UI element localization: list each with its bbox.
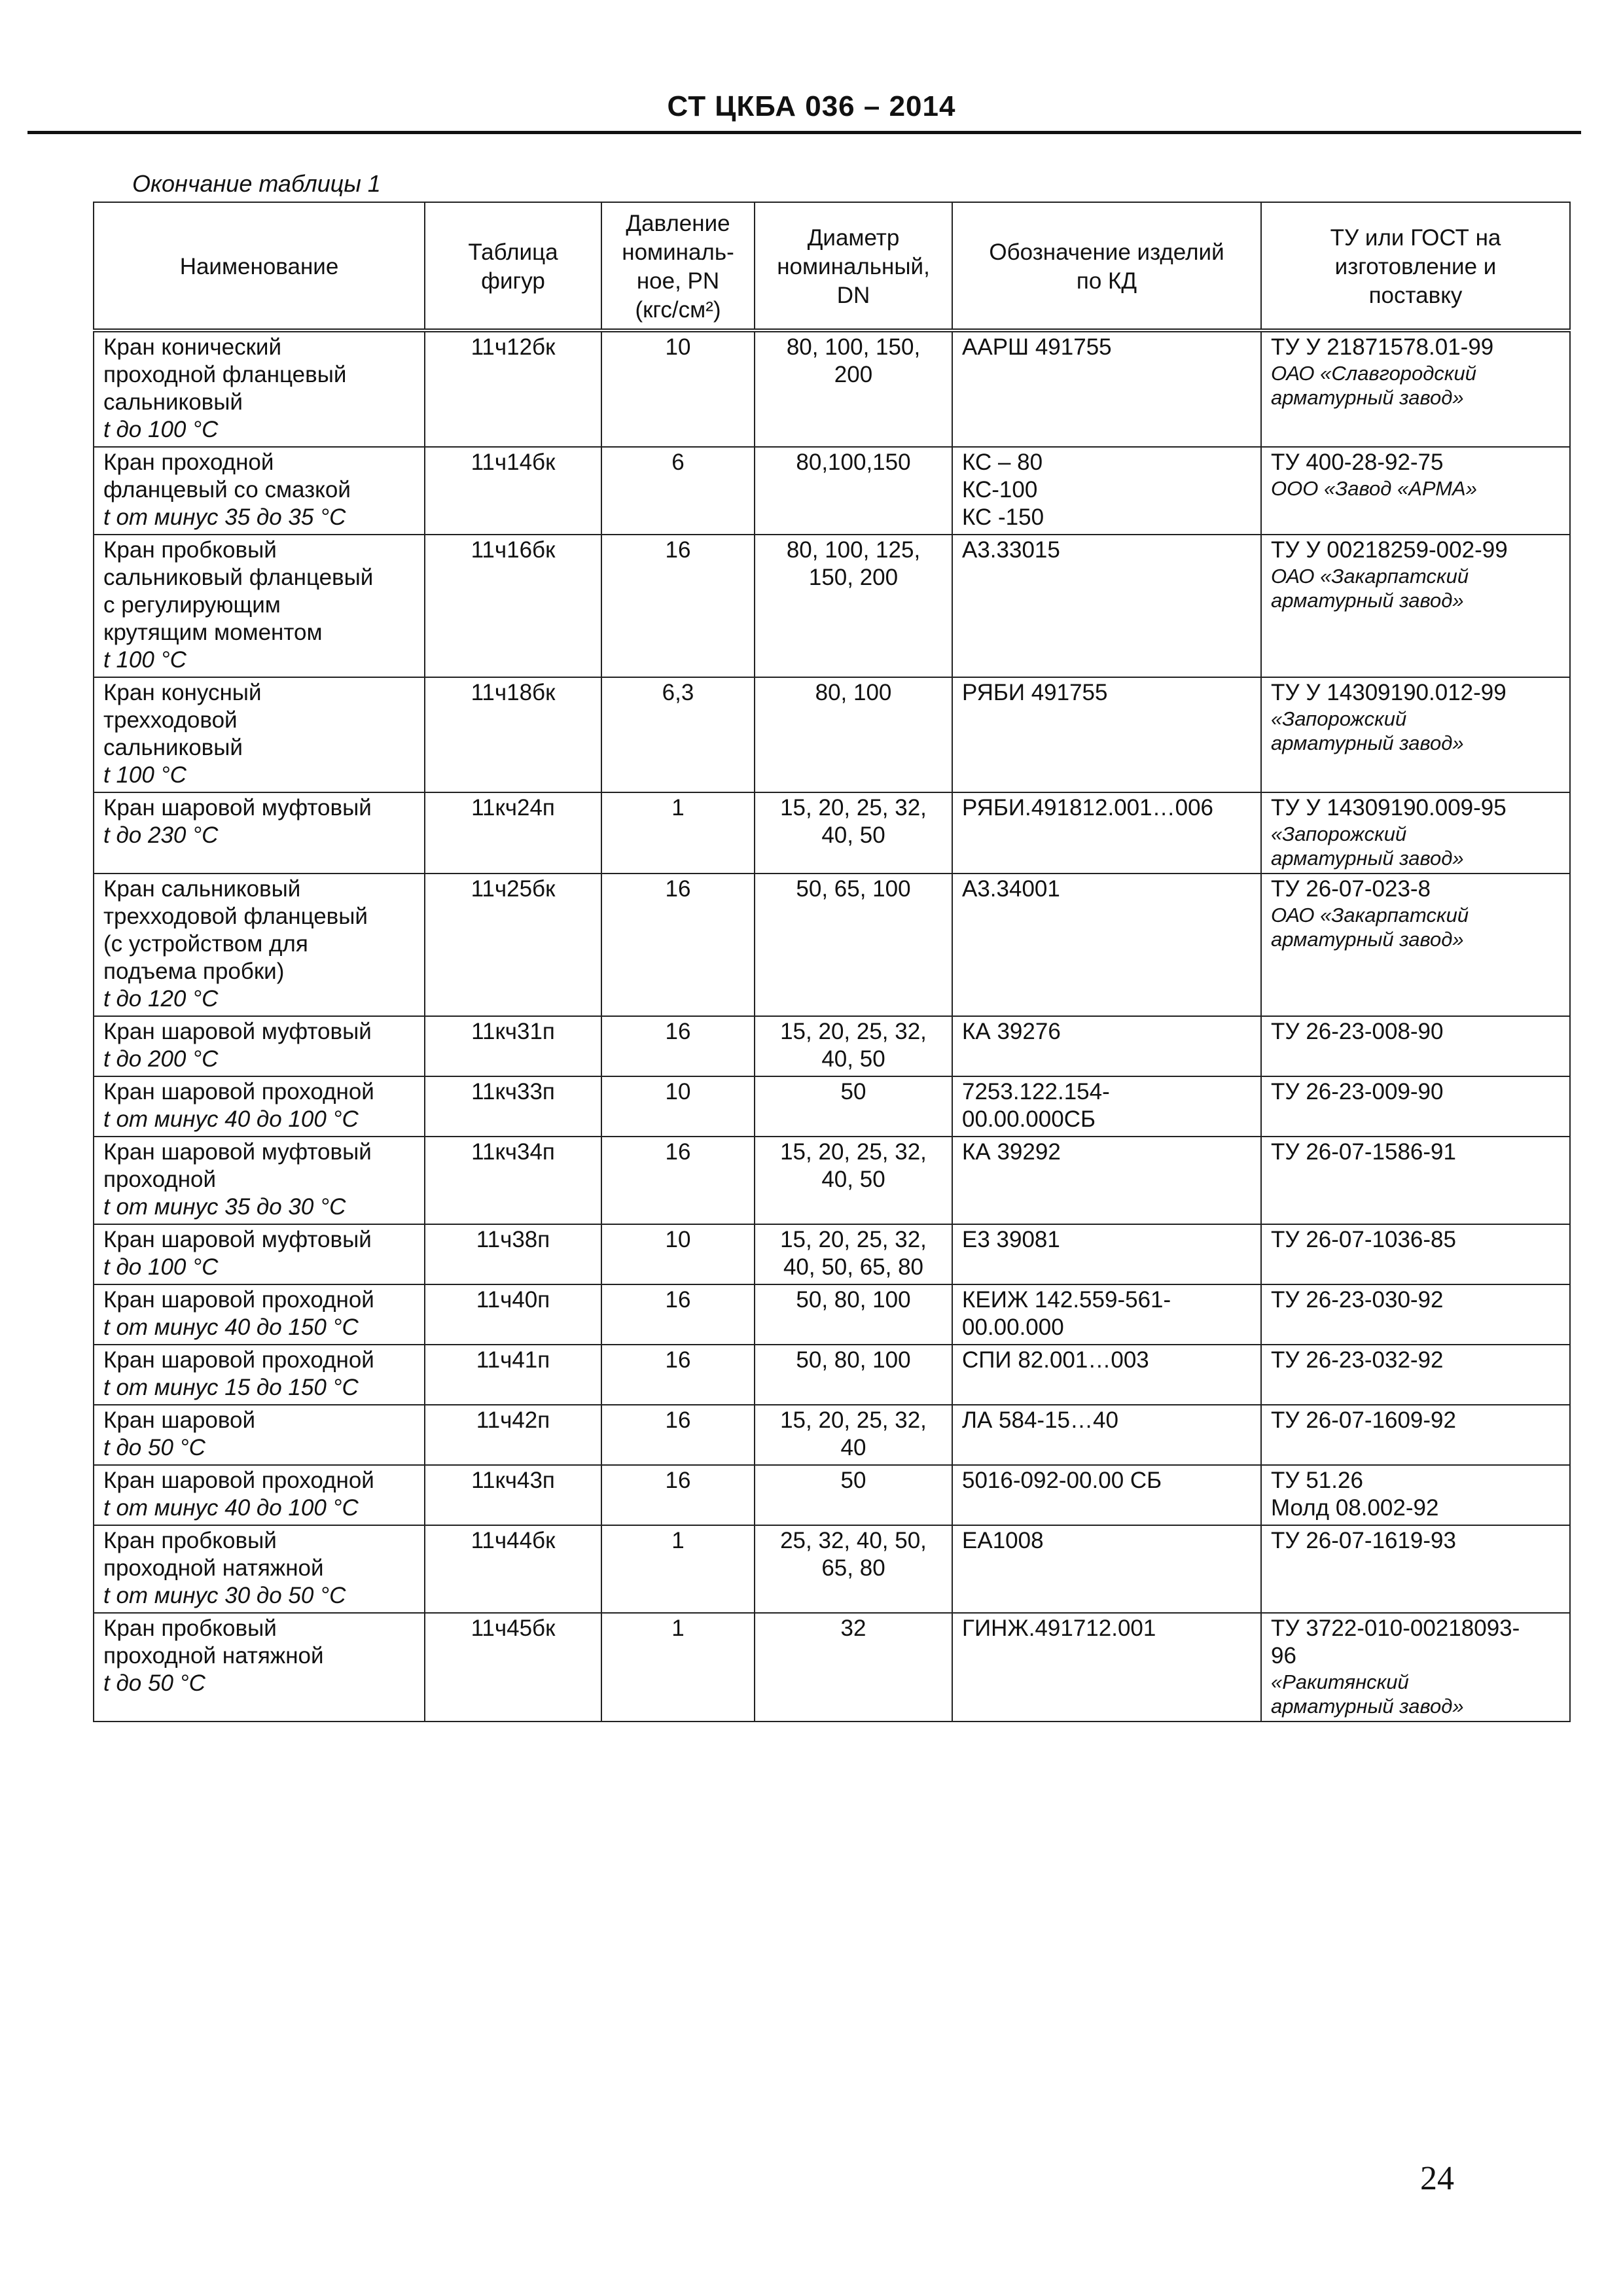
- name-line: Кран пробковый: [103, 1528, 277, 1553]
- temperature-range: t 100 °С: [103, 647, 187, 673]
- cell-designation: [952, 330, 1261, 447]
- designation-line: КА 39276: [962, 1019, 1061, 1044]
- table-row: [94, 1137, 1570, 1224]
- diameter-line: 150, 200: [808, 565, 899, 590]
- table-row: [94, 447, 1570, 535]
- cell-name: [94, 535, 425, 677]
- name-line: проходной фланцевый: [103, 362, 347, 387]
- designation-line: КЕИЖ 142.559-561-: [962, 1287, 1171, 1313]
- page-number: 24: [1420, 2160, 1454, 2197]
- table-row: [94, 1224, 1570, 1284]
- column-header-line: Диаметр: [807, 225, 900, 251]
- cell-pressure: 10: [601, 330, 755, 447]
- table-row: [94, 1076, 1570, 1137]
- cell-figure: 11кч43п: [425, 1465, 601, 1525]
- manufacturer-line: ОАО «Закарпатский: [1271, 904, 1469, 927]
- cell-designation: [952, 874, 1261, 1016]
- manufacturer-line: «Ракитянский: [1271, 1670, 1409, 1693]
- header-rule: [27, 131, 1581, 134]
- table-row: [94, 1284, 1570, 1345]
- cell-diameter: [755, 1224, 952, 1284]
- table-row: [94, 330, 1570, 447]
- cell-pressure: 6,3: [601, 677, 755, 792]
- manufacturer-line: арматурный завод»: [1271, 1695, 1464, 1718]
- temperature-range: t от минус 40 до 150 °С: [103, 1315, 359, 1340]
- manufacturer-line: арматурный завод»: [1271, 847, 1464, 870]
- cell-figure: 11ч42п: [425, 1405, 601, 1465]
- cell-spec: [1261, 1016, 1570, 1076]
- cell-spec: [1261, 874, 1570, 1016]
- column-header-line: фигур: [481, 268, 545, 294]
- designation-line: ГИНЖ.491712.001: [962, 1616, 1156, 1641]
- name-line: подъема пробки): [103, 959, 285, 984]
- cell-spec: [1261, 535, 1570, 677]
- spec-line: ТУ У 14309190.009-95: [1271, 795, 1507, 821]
- name-line: Кран пробковый: [103, 537, 277, 563]
- diameter-line: 40, 50: [821, 1046, 885, 1072]
- spec-line: ТУ 26-07-1036-85: [1271, 1227, 1456, 1252]
- cell-pressure: 6: [601, 447, 755, 535]
- manufacturer-line: «Запорожский: [1271, 822, 1407, 845]
- manufacturer-line: арматурный завод»: [1271, 386, 1464, 409]
- cell-pressure: 16: [601, 1137, 755, 1224]
- spec-line: ТУ 26-23-009-90: [1271, 1079, 1444, 1104]
- cell-diameter: [755, 677, 952, 792]
- column-header-designation: [952, 202, 1261, 330]
- cell-figure: 11кч33п: [425, 1076, 601, 1137]
- spec-line: ТУ 26-23-008-90: [1271, 1019, 1444, 1044]
- column-header-line: ТУ или ГОСТ на: [1330, 225, 1501, 251]
- cell-name: [94, 1613, 425, 1722]
- temperature-range: t до 200 °С: [103, 1046, 219, 1072]
- cell-spec: [1261, 447, 1570, 535]
- diameter-line: 40, 50: [821, 822, 885, 848]
- cell-spec: [1261, 1137, 1570, 1224]
- name-line: Кран шаровой муфтовый: [103, 1139, 372, 1165]
- diameter-line: 50, 80, 100: [796, 1287, 911, 1313]
- name-line: трехходовой: [103, 707, 238, 733]
- manufacturer-line: ОАО «Закарпатский: [1271, 565, 1469, 588]
- name-line: Кран шаровой проходной: [103, 1468, 374, 1493]
- column-header-line: ное, PN: [636, 268, 720, 294]
- name-line: Кран проходной: [103, 450, 274, 475]
- header-row: [94, 202, 1570, 330]
- cell-spec: [1261, 792, 1570, 874]
- spec-line: ТУ 51.26: [1271, 1468, 1363, 1493]
- column-header-line: Таблица: [468, 239, 558, 265]
- temperature-range: t до 120 °С: [103, 986, 219, 1012]
- diameter-line: 40, 50, 65, 80: [783, 1254, 924, 1280]
- cell-diameter: [755, 1284, 952, 1345]
- column-header-line: Обозначение изделий: [989, 239, 1224, 265]
- cell-name: [94, 1224, 425, 1284]
- spec-line: ТУ 3722-010-00218093-: [1271, 1616, 1520, 1641]
- cell-designation: [952, 1465, 1261, 1525]
- cell-diameter: [755, 1405, 952, 1465]
- diameter-line: 80,100,150: [796, 450, 911, 475]
- cell-pressure: 16: [601, 874, 755, 1016]
- name-line: Кран пробковый: [103, 1616, 277, 1641]
- cell-figure: 11ч40п: [425, 1284, 601, 1345]
- temperature-range: t от минус 15 до 150 °С: [103, 1375, 359, 1400]
- designation-line: ЛА 584-15…40: [962, 1407, 1118, 1433]
- cell-name: [94, 1076, 425, 1137]
- cell-name: [94, 1525, 425, 1613]
- temperature-range: t до 50 °С: [103, 1670, 205, 1696]
- name-line: Кран шаровой: [103, 1407, 256, 1433]
- cell-name: [94, 1345, 425, 1405]
- column-header-line: DN: [836, 283, 870, 308]
- column-header-diameter: [755, 202, 952, 330]
- cell-name: [94, 1465, 425, 1525]
- cell-diameter: [755, 1613, 952, 1722]
- diameter-line: 15, 20, 25, 32,: [780, 1407, 927, 1433]
- cell-figure: 11ч38п: [425, 1224, 601, 1284]
- cell-figure: 11кч31п: [425, 1016, 601, 1076]
- name-line: сальниковый: [103, 735, 243, 760]
- designation-line: КА 39292: [962, 1139, 1061, 1165]
- cell-diameter: [755, 792, 952, 874]
- name-line: Кран шаровой муфтовый: [103, 1019, 372, 1044]
- cell-figure: 11ч18бк: [425, 677, 601, 792]
- table-caption: Окончание таблицы 1: [132, 170, 381, 197]
- manufacturer-line: ООО «Завод «АРМА»: [1271, 477, 1477, 500]
- diameter-line: 15, 20, 25, 32,: [780, 1139, 927, 1165]
- cell-diameter: [755, 1137, 952, 1224]
- name-line: фланцевый со смазкой: [103, 477, 351, 503]
- manufacturer-line: арматурный завод»: [1271, 732, 1464, 754]
- temperature-range: t от минус 40 до 100 °С: [103, 1495, 359, 1521]
- name-line: Кран шаровой проходной: [103, 1347, 374, 1373]
- spec-line: ТУ 26-23-030-92: [1271, 1287, 1444, 1313]
- name-line: проходной натяжной: [103, 1555, 324, 1581]
- cell-designation: [952, 1525, 1261, 1613]
- cell-figure: 11кч34п: [425, 1137, 601, 1224]
- cell-designation: [952, 1345, 1261, 1405]
- spec-line: Молд 08.002-92: [1271, 1495, 1439, 1521]
- spec-line: ТУ 26-07-1619-93: [1271, 1528, 1456, 1553]
- cell-pressure: 10: [601, 1224, 755, 1284]
- manufacturer-line: арматурный завод»: [1271, 928, 1464, 951]
- name-line: Кран конический: [103, 334, 282, 360]
- name-line: Кран сальниковый: [103, 876, 301, 902]
- table-row: [94, 1525, 1570, 1613]
- diameter-line: 80, 100, 150,: [786, 334, 921, 360]
- diameter-line: 15, 20, 25, 32,: [780, 1019, 927, 1044]
- cell-name: [94, 1137, 425, 1224]
- diameter-line: 25, 32, 40, 50,: [780, 1528, 927, 1553]
- diameter-line: 50, 80, 100: [796, 1347, 911, 1373]
- cell-figure: 11ч14бк: [425, 447, 601, 535]
- table-row: [94, 1405, 1570, 1465]
- spec-line: ТУ У 14309190.012-99: [1271, 680, 1507, 705]
- cell-figure: 11ч41п: [425, 1345, 601, 1405]
- name-line: (с устройством для: [103, 931, 308, 957]
- cell-name: [94, 1284, 425, 1345]
- cell-pressure: 1: [601, 1613, 755, 1722]
- column-header-line: Давление: [626, 211, 730, 236]
- table-row: [94, 874, 1570, 1016]
- cell-spec: [1261, 1525, 1570, 1613]
- manufacturer-line: «Запорожский: [1271, 707, 1407, 730]
- table-row: [94, 1465, 1570, 1525]
- cell-pressure: 10: [601, 1076, 755, 1137]
- cell-name: [94, 792, 425, 874]
- table-row: [94, 792, 1570, 874]
- column-header-pressure: [601, 202, 755, 330]
- column-header-line: изготовление и: [1334, 254, 1497, 279]
- diameter-line: 32: [840, 1616, 866, 1641]
- cell-figure: 11ч12бк: [425, 330, 601, 447]
- cell-pressure: 16: [601, 1405, 755, 1465]
- temperature-range: t до 50 °С: [103, 1435, 205, 1460]
- cell-diameter: [755, 330, 952, 447]
- cell-figure: 11кч24п: [425, 792, 601, 874]
- designation-line: Е3 39081: [962, 1227, 1060, 1252]
- manufacturer-line: арматурный завод»: [1271, 589, 1464, 612]
- column-header-line: поставку: [1368, 283, 1463, 308]
- cell-spec: [1261, 1405, 1570, 1465]
- name-line: Кран шаровой проходной: [103, 1079, 374, 1104]
- designation-line: КС-100: [962, 477, 1038, 503]
- table-row: [94, 1345, 1570, 1405]
- cell-spec: [1261, 1224, 1570, 1284]
- column-header-line: Наименование: [179, 254, 339, 279]
- cell-spec: [1261, 1284, 1570, 1345]
- designation-line: 7253.122.154-: [962, 1079, 1110, 1104]
- name-line: сальниковый фланцевый: [103, 565, 374, 590]
- designation-line: РЯБИ 491755: [962, 680, 1108, 705]
- temperature-range: t до 100 °С: [103, 1254, 219, 1280]
- temperature-range: t 100 °С: [103, 762, 187, 788]
- diameter-line: 50, 65, 100: [796, 876, 911, 902]
- cell-diameter: [755, 1465, 952, 1525]
- cell-diameter: [755, 1345, 952, 1405]
- column-header-line: номинальный,: [777, 254, 930, 279]
- document-header: СТ ЦКБА 036 – 2014: [667, 90, 956, 122]
- cell-diameter: [755, 874, 952, 1016]
- cell-spec: [1261, 1076, 1570, 1137]
- temperature-range: t до 230 °С: [103, 822, 219, 848]
- column-header-line: номиналь-: [622, 239, 734, 265]
- designation-line: СПИ 82.001…003: [962, 1347, 1149, 1373]
- table-row: [94, 1613, 1570, 1722]
- cell-designation: [952, 1224, 1261, 1284]
- temperature-range: t от минус 30 до 50 °С: [103, 1583, 346, 1608]
- spec-line: ТУ 26-07-023-8: [1271, 876, 1431, 902]
- temperature-range: t от минус 35 до 30 °С: [103, 1194, 346, 1220]
- cell-designation: [952, 677, 1261, 792]
- column-header-line: (кгс/см²): [635, 297, 721, 323]
- table-body: [94, 330, 1570, 1722]
- column-header-figure: [425, 202, 601, 330]
- designation-line: ЕА1008: [962, 1528, 1044, 1553]
- cell-name: [94, 1016, 425, 1076]
- spec-line: ТУ У 00218259-002-99: [1271, 537, 1508, 563]
- cell-name: [94, 1405, 425, 1465]
- column-header-spec: [1261, 202, 1570, 330]
- name-line: проходной натяжной: [103, 1643, 324, 1669]
- cell-figure: 11ч25бк: [425, 874, 601, 1016]
- cell-pressure: 16: [601, 535, 755, 677]
- cell-designation: [952, 1405, 1261, 1465]
- diameter-line: 40, 50: [821, 1167, 885, 1192]
- cell-pressure: 16: [601, 1345, 755, 1405]
- cell-figure: 11ч45бк: [425, 1613, 601, 1722]
- cell-spec: [1261, 677, 1570, 792]
- cell-diameter: [755, 447, 952, 535]
- diameter-line: 65, 80: [821, 1555, 885, 1581]
- designation-line: 00.00.000: [962, 1315, 1064, 1340]
- cell-designation: [952, 1076, 1261, 1137]
- table-row: [94, 677, 1570, 792]
- name-line: трехходовой фланцевый: [103, 904, 368, 929]
- cell-designation: [952, 1613, 1261, 1722]
- diameter-line: 50: [840, 1079, 866, 1104]
- cell-diameter: [755, 1076, 952, 1137]
- table-row: [94, 535, 1570, 677]
- table-header: [94, 202, 1570, 330]
- name-line: с регулирующим: [103, 592, 281, 618]
- cell-pressure: 16: [601, 1016, 755, 1076]
- cell-name: [94, 677, 425, 792]
- cell-diameter: [755, 1016, 952, 1076]
- diameter-line: 15, 20, 25, 32,: [780, 795, 927, 821]
- designation-line: 5016-092-00.00 СБ: [962, 1468, 1162, 1493]
- spec-line: 96: [1271, 1643, 1296, 1669]
- spec-line: ТУ 400-28-92-75: [1271, 450, 1444, 475]
- spec-line: ТУ У 21871578.01-99: [1271, 334, 1494, 360]
- name-line: крутящим моментом: [103, 620, 323, 645]
- diameter-line: 200: [834, 362, 873, 387]
- designation-line: КС – 80: [962, 450, 1043, 475]
- column-header-name: [94, 202, 425, 330]
- cell-name: [94, 874, 425, 1016]
- cell-diameter: [755, 535, 952, 677]
- cell-figure: 11ч16бк: [425, 535, 601, 677]
- cell-name: [94, 447, 425, 535]
- manufacturer-line: ОАО «Славгородский: [1271, 362, 1477, 385]
- cell-designation: [952, 792, 1261, 874]
- cell-designation: [952, 1016, 1261, 1076]
- cell-designation: [952, 1137, 1261, 1224]
- name-line: сальниковый: [103, 389, 243, 415]
- name-line: Кран конусный: [103, 680, 262, 705]
- cell-spec: [1261, 1465, 1570, 1525]
- designation-line: 00.00.000СБ: [962, 1106, 1096, 1132]
- name-line: Кран шаровой проходной: [103, 1287, 374, 1313]
- cell-name: [94, 330, 425, 447]
- diameter-line: 80, 100, 125,: [786, 537, 921, 563]
- diameter-line: 40: [840, 1435, 866, 1460]
- temperature-range: t от минус 35 до 35 °С: [103, 504, 346, 530]
- spec-line: ТУ 26-07-1609-92: [1271, 1407, 1456, 1433]
- name-line: проходной: [103, 1167, 217, 1192]
- cell-spec: [1261, 1345, 1570, 1405]
- cell-diameter: [755, 1525, 952, 1613]
- temperature-range: t от минус 40 до 100 °С: [103, 1106, 359, 1132]
- designation-line: КС -150: [962, 504, 1044, 530]
- cell-designation: [952, 535, 1261, 677]
- valves-table: [93, 202, 1571, 1722]
- diameter-line: 80, 100: [815, 680, 892, 705]
- column-header-line: по КД: [1076, 268, 1137, 294]
- table-row: [94, 1016, 1570, 1076]
- cell-designation: [952, 447, 1261, 535]
- diameter-line: 15, 20, 25, 32,: [780, 1227, 927, 1252]
- name-line: Кран шаровой муфтовый: [103, 795, 372, 821]
- cell-spec: [1261, 330, 1570, 447]
- cell-figure: 11ч44бк: [425, 1525, 601, 1613]
- cell-pressure: 16: [601, 1284, 755, 1345]
- temperature-range: t до 100 °С: [103, 417, 219, 442]
- cell-pressure: 1: [601, 1525, 755, 1613]
- cell-pressure: 16: [601, 1465, 755, 1525]
- cell-designation: [952, 1284, 1261, 1345]
- cell-spec: [1261, 1613, 1570, 1722]
- cell-pressure: 1: [601, 792, 755, 874]
- spec-line: ТУ 26-23-032-92: [1271, 1347, 1444, 1373]
- designation-line: РЯБИ.491812.001…006: [962, 795, 1214, 821]
- spec-line: ТУ 26-07-1586-91: [1271, 1139, 1456, 1165]
- designation-line: ААРШ 491755: [962, 334, 1112, 360]
- designation-line: А3.34001: [962, 876, 1060, 902]
- name-line: Кран шаровой муфтовый: [103, 1227, 372, 1252]
- designation-line: А3.33015: [962, 537, 1060, 563]
- diameter-line: 50: [840, 1468, 866, 1493]
